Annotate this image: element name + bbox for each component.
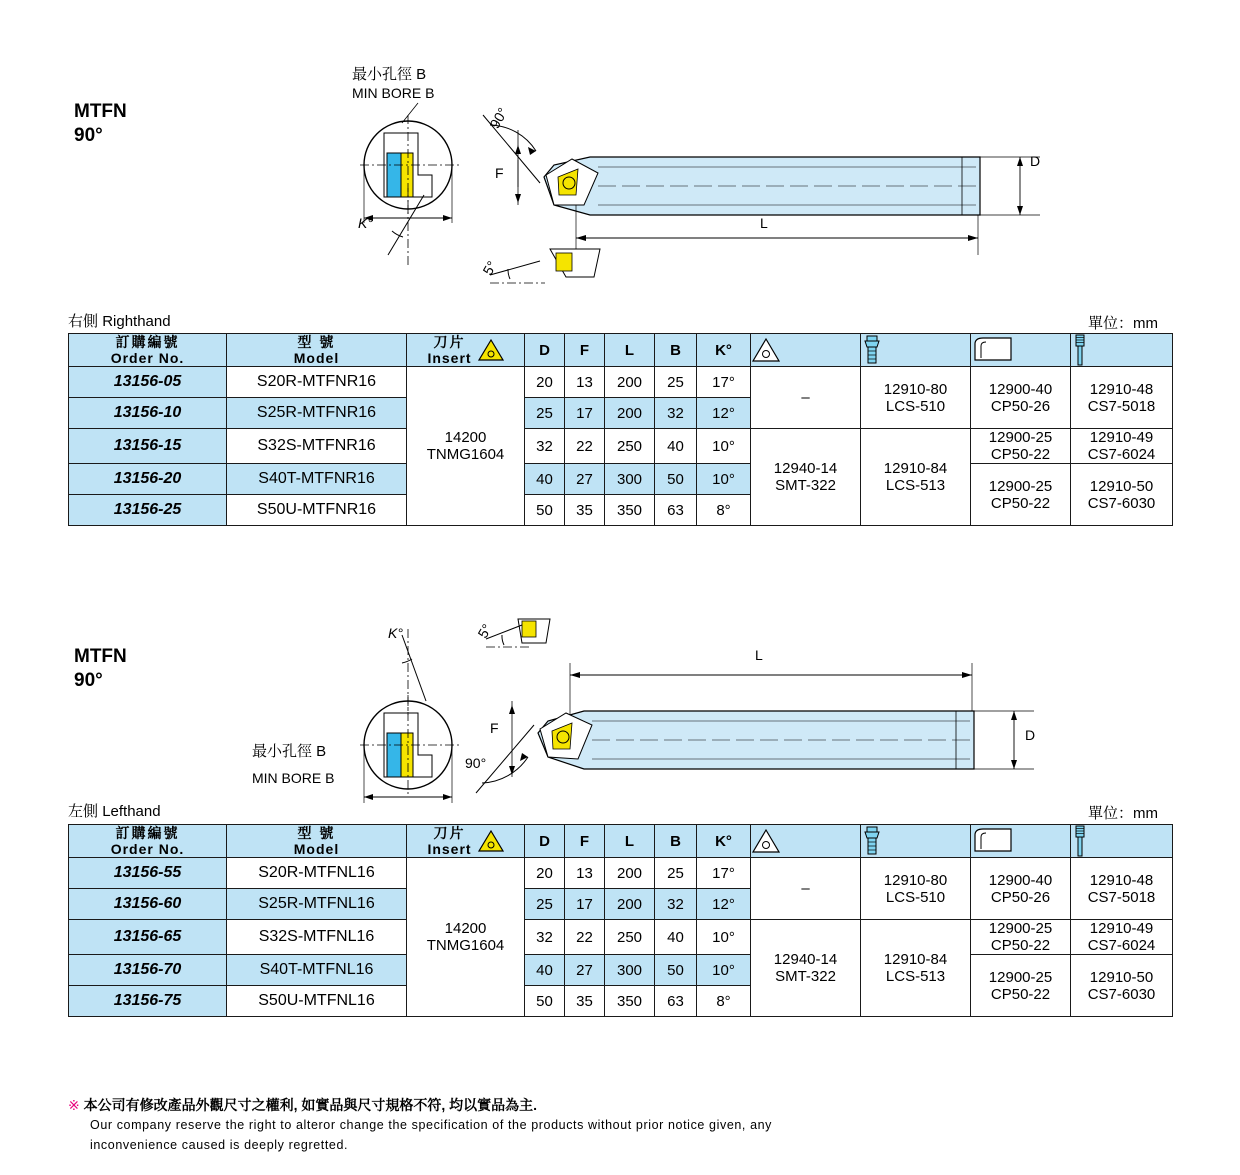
th-order-en-2: Order No. <box>110 841 185 857</box>
screw-name-2: LCS-513 <box>885 477 946 494</box>
shim-name-1: SMT-322 <box>775 477 836 494</box>
cell-b: 40 <box>655 429 697 464</box>
hand-label-cn-2: 左側 <box>68 803 99 820</box>
cell-wrench <box>1071 429 1173 464</box>
note-cn: 本公司有修改產品外觀尺寸之權利, 如實品與尺寸規格不符, 均以實品為主. <box>83 1097 538 1113</box>
triangle-insert-icon-1 <box>478 338 504 362</box>
wrench-name-2: CS7-6024 <box>1087 446 1156 463</box>
shim-icon-1 <box>751 337 860 363</box>
cell-clamp <box>971 920 1071 955</box>
cell-b: 25 <box>655 858 697 889</box>
th-insert-2 <box>407 825 525 858</box>
cell-order: 13156-60 <box>69 889 227 920</box>
cell-l: 200 <box>605 858 655 889</box>
note-star: ※ <box>68 1097 80 1113</box>
note-en-line2: inconvenience caused is deeply regretted. <box>90 1138 349 1152</box>
l-dim-label-1: L <box>760 215 768 231</box>
clamp-code-1: 12900-40 <box>988 380 1053 398</box>
cell-model: S50U-MTFNR16 <box>227 495 407 526</box>
cell-b: 32 <box>655 398 697 429</box>
cell-l: 350 <box>605 986 655 1017</box>
cell-l: 200 <box>605 367 655 398</box>
cell-k: 12° <box>697 398 751 429</box>
cell-shim: – <box>751 858 861 920</box>
th-order-cn-2: 訂購編號 <box>115 825 180 841</box>
cell-f: 22 <box>565 920 605 955</box>
cell-model: S40T-MTFNL16 <box>227 955 407 986</box>
cell-d: 32 <box>525 920 565 955</box>
cell-order: 13156-10 <box>69 398 227 429</box>
th-shim-1 <box>751 334 861 367</box>
cell-l: 250 <box>605 429 655 464</box>
unit-label-2: 單位：mm <box>1088 805 1158 822</box>
note-en-line1: Our company reserve the right to alteror change the specification of the products without prior notice given, any <box>90 1118 773 1132</box>
clamp-icon-1 <box>971 336 1070 364</box>
k-angle-label-1: K° <box>358 215 373 231</box>
f-dim-label-2: F <box>490 720 499 736</box>
cell-shim <box>751 429 861 526</box>
cell-model: S20R-MTFNR16 <box>227 367 407 398</box>
cell-clamp <box>971 429 1071 464</box>
spec-table-lefthand <box>68 824 1173 1017</box>
hand-label-righthand <box>68 310 171 331</box>
family-angle-2: 90° <box>74 670 103 691</box>
cell-model: S32S-MTFNR16 <box>227 429 407 464</box>
th-insert-en-1: Insert <box>427 350 472 366</box>
min-bore-label-cn-1: 最小孔徑 B <box>352 66 427 83</box>
cell-k: 17° <box>697 858 751 889</box>
cell-b: 50 <box>655 955 697 986</box>
cell-wrench <box>1071 955 1173 1017</box>
th-f-2: F <box>565 825 605 858</box>
cell-k: 8° <box>697 986 751 1017</box>
l-dim-label-2: L <box>755 647 763 663</box>
cell-order: 13156-55 <box>69 858 227 889</box>
screw-icon-1 <box>861 335 970 365</box>
wrench-icon-1 <box>1071 334 1172 366</box>
th-l-1: L <box>605 334 655 367</box>
screw-code-1b: 12910-80 <box>883 871 948 889</box>
footer-note <box>68 1095 1188 1155</box>
cell-l: 300 <box>605 464 655 495</box>
cell-clamp <box>971 464 1071 526</box>
cell-f: 27 <box>565 955 605 986</box>
th-b-1: B <box>655 334 697 367</box>
clamp-code-1b: 12900-40 <box>988 871 1053 889</box>
triangle-insert-icon-2 <box>478 829 504 853</box>
th-order-1 <box>69 334 227 367</box>
cell-b: 25 <box>655 367 697 398</box>
th-insert-1 <box>407 334 525 367</box>
cell-f: 17 <box>565 889 605 920</box>
wrench-name-3: CS7-6030 <box>1087 494 1156 512</box>
cell-f: 35 <box>565 986 605 1017</box>
cell-d: 40 <box>525 464 565 495</box>
wrench-code-1b: 12910-48 <box>1089 871 1154 889</box>
cell-order: 13156-15 <box>69 429 227 464</box>
hand-label-en-1: Righthand <box>102 313 171 330</box>
cell-f: 13 <box>565 858 605 889</box>
cell-insert <box>407 367 525 526</box>
wrench-name-1b: CS7-5018 <box>1087 888 1156 906</box>
table-row <box>69 367 1173 398</box>
th-model-cn-2: 型 號 <box>297 825 336 841</box>
cell-d: 32 <box>525 429 565 464</box>
cell-l: 300 <box>605 955 655 986</box>
screw-code-2: 12910-84 <box>883 460 948 477</box>
screw-name-2b: LCS-513 <box>885 968 946 985</box>
cell-k: 10° <box>697 464 751 495</box>
table-row <box>69 955 1173 986</box>
th-d-1: D <box>525 334 565 367</box>
min-bore-label-en-2: MIN BORE B <box>252 770 335 786</box>
hand-label-lefthand <box>68 800 161 821</box>
insert-code-1: 14200 <box>444 429 487 446</box>
cell-k: 10° <box>697 955 751 986</box>
cell-l: 200 <box>605 398 655 429</box>
th-screw-1 <box>861 334 971 367</box>
insert-grade-2: TNMG1604 <box>426 937 505 954</box>
unit-label-1: 單位：mm <box>1088 315 1158 332</box>
th-insert-cn-2: 刀片 <box>433 825 466 841</box>
th-k-1: K° <box>697 334 751 367</box>
shim-code-1: 12940-14 <box>773 460 838 477</box>
cell-order: 13156-05 <box>69 367 227 398</box>
cell-d: 40 <box>525 955 565 986</box>
cell-order: 13156-75 <box>69 986 227 1017</box>
cell-k: 10° <box>697 429 751 464</box>
th-wrench-2 <box>1071 825 1173 858</box>
clamp-name-3b: CP50-22 <box>990 985 1051 1003</box>
family-name-1: MTFN <box>74 101 127 122</box>
cell-d: 50 <box>525 986 565 1017</box>
screw-icon-2 <box>861 826 970 856</box>
cell-wrench <box>1071 920 1173 955</box>
angle-5-label-1: 5° <box>479 258 500 278</box>
cell-shim <box>751 920 861 1017</box>
cell-d: 25 <box>525 398 565 429</box>
d-dim-label-1: D <box>1030 153 1041 169</box>
cell-d: 20 <box>525 858 565 889</box>
cell-d: 50 <box>525 495 565 526</box>
wrench-code-3: 12910-50 <box>1089 477 1154 495</box>
wrench-code-2b: 12910-49 <box>1089 920 1154 937</box>
angle-90-label-1: 90° <box>486 104 511 132</box>
family-name-2: MTFN <box>74 646 127 667</box>
th-clamp-2 <box>971 825 1071 858</box>
th-d-2: D <box>525 825 565 858</box>
cell-k: 12° <box>697 889 751 920</box>
cell-screw <box>861 920 971 1017</box>
clamp-name-2b: CP50-22 <box>990 937 1051 954</box>
family-title-2 <box>74 645 127 693</box>
screw-name-1: LCS-510 <box>885 397 946 415</box>
clamp-code-2b: 12900-25 <box>988 920 1053 937</box>
table-header-row-2 <box>69 825 1173 858</box>
cell-shim: – <box>751 367 861 429</box>
th-order-cn-1: 訂購編號 <box>115 334 180 350</box>
th-model-2 <box>227 825 407 858</box>
cell-order: 13156-70 <box>69 955 227 986</box>
cell-model: S50U-MTFNL16 <box>227 986 407 1017</box>
insert-grade-1: TNMG1604 <box>426 446 505 463</box>
clamp-name-2: CP50-22 <box>990 446 1051 463</box>
clamp-code-2: 12900-25 <box>988 429 1053 446</box>
wrench-code-1: 12910-48 <box>1089 380 1154 398</box>
d-dim-label-2: D <box>1025 727 1036 743</box>
tool-diagram-lefthand <box>250 605 1200 835</box>
cell-wrench <box>1071 858 1173 920</box>
th-b-2: B <box>655 825 697 858</box>
shim-icon-2 <box>751 828 860 854</box>
cell-model: S25R-MTFNR16 <box>227 398 407 429</box>
clamp-icon-2 <box>971 827 1070 855</box>
th-wrench-1 <box>1071 334 1173 367</box>
cell-model: S32S-MTFNL16 <box>227 920 407 955</box>
min-bore-label-en-1: MIN BORE B <box>352 85 435 101</box>
cell-wrench <box>1071 464 1173 526</box>
cell-order: 13156-65 <box>69 920 227 955</box>
cell-wrench <box>1071 367 1173 429</box>
clamp-name-3: CP50-22 <box>990 494 1051 512</box>
cell-d: 20 <box>525 367 565 398</box>
table-header-row-1 <box>69 334 1173 367</box>
cell-screw <box>861 858 971 920</box>
cell-l: 350 <box>605 495 655 526</box>
family-title-1 <box>74 100 127 148</box>
cell-insert <box>407 858 525 1017</box>
cell-b: 50 <box>655 464 697 495</box>
hand-label-en-2: Lefthand <box>102 803 161 820</box>
cell-l: 200 <box>605 889 655 920</box>
cell-model: S20R-MTFNL16 <box>227 858 407 889</box>
cell-k: 10° <box>697 920 751 955</box>
th-shim-2 <box>751 825 861 858</box>
cell-order: 13156-25 <box>69 495 227 526</box>
cell-f: 13 <box>565 367 605 398</box>
cell-clamp <box>971 858 1071 920</box>
hand-label-cn-1: 右側 <box>68 313 99 330</box>
cell-screw <box>861 367 971 429</box>
screw-code-2b: 12910-84 <box>883 951 948 968</box>
th-order-en-1: Order No. <box>110 350 185 366</box>
th-model-en-1: Model <box>293 350 340 366</box>
screw-name-1b: LCS-510 <box>885 888 946 906</box>
th-insert-cn-1: 刀片 <box>433 334 466 350</box>
wrench-name-1: CS7-5018 <box>1087 397 1156 415</box>
th-model-cn-1: 型 號 <box>297 334 336 350</box>
cell-model: S25R-MTFNL16 <box>227 889 407 920</box>
spec-table-righthand <box>68 333 1173 526</box>
th-screw-2 <box>861 825 971 858</box>
insert-code-2: 14200 <box>444 920 487 937</box>
k-angle-label-2: K° <box>388 625 403 641</box>
th-k-2: K° <box>697 825 751 858</box>
clamp-code-3b: 12900-25 <box>988 968 1053 986</box>
cell-order: 13156-20 <box>69 464 227 495</box>
cell-b: 40 <box>655 920 697 955</box>
wrench-name-3b: CS7-6030 <box>1087 985 1156 1003</box>
table-row <box>69 920 1173 955</box>
wrench-code-3b: 12910-50 <box>1089 968 1154 986</box>
min-bore-label-cn-2: 最小孔徑 B <box>252 743 327 760</box>
th-l-2: L <box>605 825 655 858</box>
screw-code-1: 12910-80 <box>883 380 948 398</box>
cell-f: 17 <box>565 398 605 429</box>
table-row <box>69 858 1173 889</box>
wrench-icon-2 <box>1071 825 1172 857</box>
cell-b: 32 <box>655 889 697 920</box>
cell-screw <box>861 429 971 526</box>
cell-b: 63 <box>655 986 697 1017</box>
cell-k: 8° <box>697 495 751 526</box>
table-row <box>69 464 1173 495</box>
cell-l: 250 <box>605 920 655 955</box>
cell-f: 35 <box>565 495 605 526</box>
family-angle-1: 90° <box>74 125 103 146</box>
wrench-name-2b: CS7-6024 <box>1087 937 1156 954</box>
cell-f: 27 <box>565 464 605 495</box>
th-insert-en-2: Insert <box>427 841 472 857</box>
cell-clamp <box>971 367 1071 429</box>
th-order-2 <box>69 825 227 858</box>
th-model-1 <box>227 334 407 367</box>
clamp-name-1: CP50-26 <box>990 397 1051 415</box>
shim-name-2b: SMT-322 <box>775 968 836 985</box>
shim-code-2b: 12940-14 <box>773 951 838 968</box>
angle-90-label-2: 90° <box>465 755 487 771</box>
cell-f: 22 <box>565 429 605 464</box>
clamp-code-3: 12900-25 <box>988 477 1053 495</box>
cell-b: 63 <box>655 495 697 526</box>
f-dim-label-1: F <box>495 165 504 181</box>
clamp-name-1b: CP50-26 <box>990 888 1051 906</box>
angle-5-label-2: 5° <box>474 621 495 641</box>
tool-diagram-righthand <box>340 55 1200 295</box>
cell-k: 17° <box>697 367 751 398</box>
cell-clamp <box>971 955 1071 1017</box>
th-clamp-1 <box>971 334 1071 367</box>
cell-model: S40T-MTFNR16 <box>227 464 407 495</box>
table-row <box>69 429 1173 464</box>
th-model-en-2: Model <box>293 841 340 857</box>
wrench-code-2: 12910-49 <box>1089 429 1154 446</box>
th-f-1: F <box>565 334 605 367</box>
cell-d: 25 <box>525 889 565 920</box>
